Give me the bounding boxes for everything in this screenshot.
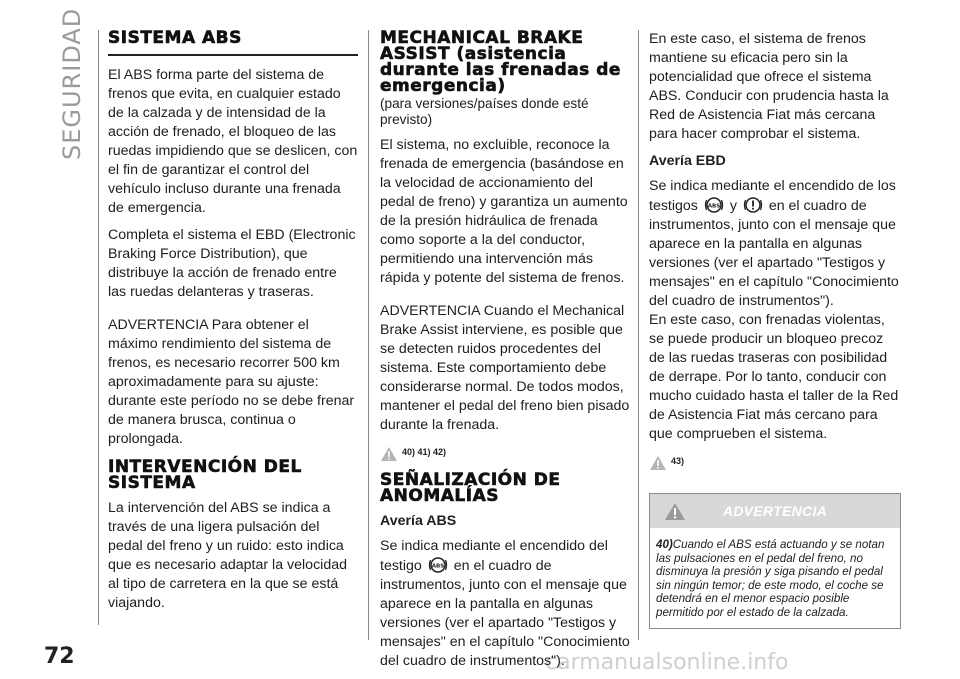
warning-triangle-icon <box>380 446 398 462</box>
paragraph <box>649 177 901 311</box>
brake-warning-lamp-icon <box>743 196 763 214</box>
warning-triangle-icon <box>649 455 667 471</box>
paragraph <box>380 537 630 671</box>
abs-warning-lamp-icon <box>704 196 724 214</box>
paragraph: Completa el sistema el EBD (Electronic Braking Force Distribution), que distribuye la acción de frenado entre las ruedas delanteras y traseras. <box>108 227 356 300</box>
warning-box-body <box>650 528 900 628</box>
paragraph: El sistema, no excluible, reconoce la frenada de emergencia (basándose en la velocidad de accionamiento del pedal de freno) y garantiza un aumento de la presión hidráulica de frenada como soporte a la del conductor, permitiendo una intervención más rápida y potente del sistema de frenos. <box>380 137 628 286</box>
svg-text:ABS: ABS <box>707 203 721 210</box>
section-side-label: SEGURIDAD <box>58 7 86 160</box>
section-title-brake-assist: MECHANICAL BRAKE ASSIST (asistencia durante las frenadas de emergencia) <box>380 28 621 96</box>
reference-numbers: 43) <box>671 456 685 466</box>
paragraph: En este caso, el sistema de frenos mantiene su eficacia pero sin la potencialidad que ofrece el sistema ABS. Conducir con prudencia hasta la Red de Asistencia Fiat más cercana para hacer comprobar el sistema. <box>649 31 889 142</box>
section-title-anomalies: SEÑALIZACIÓN DE ANOMALÍAS <box>380 470 561 506</box>
column-3 <box>649 30 901 629</box>
section-title-abs: SISTEMA ABS <box>108 30 358 56</box>
side-divider <box>98 30 99 625</box>
text-fragment: y <box>729 198 737 214</box>
subheading-ebd-failure: Avería EBD <box>649 153 726 169</box>
warning-references <box>380 443 630 462</box>
paragraph: En este caso, con frenadas violentas, se puede producir un bloqueo precoz de las ruedas traseras con posibilidad de derrape. Por lo tanto, conducir con mucho cuidado hasta el taller de la Red de Asistencia Fiat más cercano para que comprueben el sistema. <box>649 312 899 442</box>
column-2 <box>380 30 630 679</box>
text-fragment: Se indica mediante el encendido de los testigos <box>649 178 896 214</box>
text-fragment: en el cuadro de instrumentos, junto con el mensaje que aparece en la pantalla en algunas versiones (ver el apartado "Testigos y mensajes" en el capítulo "Conocimiento del cuadro de instrumentos"). <box>649 198 899 309</box>
paragraph: ADVERTENCIA Para obtener el máximo rendimiento del sistema de frenos, es necesario recorrer 500 km aproximadamente para su ajuste: durante este período no se debe frenar de manera brusca, continua o prolongada. <box>108 317 355 447</box>
column-divider <box>638 30 639 640</box>
text-fragment: Se indica mediante el encendido del testigo <box>380 538 608 574</box>
subheading-abs-failure: Avería ABS <box>380 513 457 529</box>
page-number: 72 <box>44 644 75 669</box>
availability-note: (para versiones/países donde esté previsto) <box>380 96 589 127</box>
warning-number: 40) <box>656 538 673 551</box>
text-fragment: en el cuadro de instrumentos, junto con el mensaje que aparece en la pantalla en algunas versiones (ver el apartado "Testigos y mensajes" en el capítulo "Conocimiento del cuadro de instrumentos"). <box>380 558 630 669</box>
column-divider <box>368 30 369 640</box>
warning-text: Cuando el ABS está actuando y se notan las pulsaciones en el pedal del freno, no disminuya la presión y siga pisando el pedal sin ningún temor; de este modo, el coche se detendrá en el menor espacio posible permitido por el estado de la calzada. <box>656 538 885 619</box>
reference-numbers: 40) 41) 42) <box>402 447 447 457</box>
paragraph: La intervención del ABS se indica a través de una ligera pulsación del pedal del freno y un ruido: esto indica que es necesario adaptar la velocidad al tipo de carretera en la que se está viajando. <box>108 500 347 611</box>
warning-box-header <box>650 494 900 528</box>
section-title-intervention: INTERVENCIÓN DEL SISTEMA <box>108 457 302 493</box>
warning-references <box>649 452 901 471</box>
paragraph: ADVERTENCIA Cuando el Mechanical Brake Assist interviene, es posible que se detecten ruidos procedentes del sistema. Este comportamiento debe considerarse normal. De todos modos, mantener el pedal del freno bien pisado durante la frenada. <box>380 303 630 433</box>
warning-triangle-icon <box>664 502 686 521</box>
svg-text:ABS: ABS <box>431 563 445 570</box>
column-1 <box>108 30 358 621</box>
watermark: carmanualsonline.info <box>545 650 789 675</box>
warning-box-title: ADVERTENCIA <box>722 502 828 519</box>
warning-box <box>649 493 901 629</box>
abs-warning-lamp-icon <box>428 556 448 574</box>
paragraph: El ABS forma parte del sistema de frenos que evita, en cualquier estado de la calzada y de intensidad de la acción de frenado, el bloqueo de las ruedas impidiendo que se deslicen, con el fin de garantizar el control del vehículo incluso durante una frenada de emergencia. <box>108 67 358 216</box>
